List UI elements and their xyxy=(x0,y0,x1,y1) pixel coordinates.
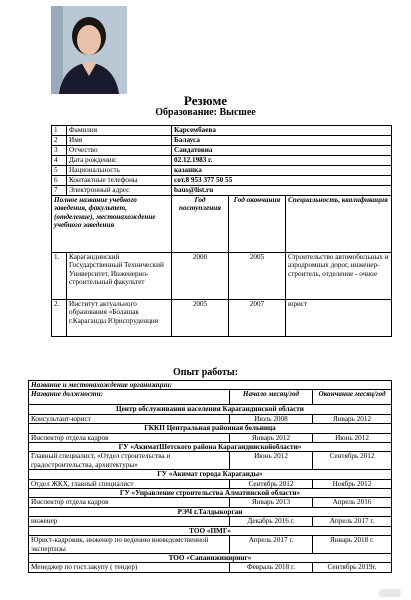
job-position: Менеджер по гост.закупу ( тендер) xyxy=(29,563,230,572)
job-end: Апрель 2017 г. xyxy=(313,517,392,526)
organization-name: РЭЧ г.Талдыкорган xyxy=(29,507,392,516)
organization-name: ГУ «Управление строительства Алматинской области» xyxy=(29,489,392,498)
edu-year-out: 2007 xyxy=(229,300,286,337)
job-start: Январь 2012 xyxy=(230,433,313,442)
organization-name: ТОО «Сапаинжиниринг» xyxy=(29,553,392,562)
organization-name: ГУ «Акимат города Караганды» xyxy=(29,470,392,479)
field-label: Электронный адрес xyxy=(67,186,172,196)
row-number: 6 xyxy=(52,176,67,186)
organization-row xyxy=(29,424,392,433)
job-row xyxy=(29,498,392,507)
organization-row xyxy=(29,405,392,414)
row-number: 7 xyxy=(52,186,67,196)
job-row xyxy=(29,452,392,470)
education-row xyxy=(52,253,392,300)
organization-row xyxy=(29,443,392,452)
edu-year-in: 2005 xyxy=(172,300,229,337)
job-start: Апрель 2017 г. xyxy=(230,536,313,554)
edu-specialty: Строительство автомобильных и аэродромных дорог, инженер-строитель, отделение - очное xyxy=(286,253,392,300)
work-header-end: Окончание месяц/год xyxy=(313,390,392,405)
field-value: Саидатовна xyxy=(172,146,392,156)
personal-info-row xyxy=(52,126,392,136)
personal-info-row xyxy=(52,186,392,196)
job-end: Сентябрь 2012 xyxy=(313,452,392,470)
field-label: Имя xyxy=(67,136,172,146)
job-position: инженер xyxy=(29,517,230,526)
work-experience-title: Опыт работы: xyxy=(172,367,239,378)
edu-header-specialty: Специальность, квалификация xyxy=(286,196,392,253)
organization-row xyxy=(29,489,392,498)
organization-row xyxy=(29,507,392,516)
job-end: Апрель 2016 xyxy=(313,498,392,507)
edu-institution: Институт актуального образования «Болашак г.Караганды Юриспруденция xyxy=(67,300,172,337)
job-row xyxy=(29,479,392,488)
job-position: Инспектор отдела кадров xyxy=(29,433,230,442)
personal-info-row xyxy=(52,156,392,166)
work-experience-table xyxy=(28,380,392,573)
profile-photo xyxy=(51,6,127,94)
edu-institution: Карагандинский Государственный Технический Университет, Инженерно-строительный факультет xyxy=(67,253,172,300)
personal-info-row xyxy=(52,146,392,156)
edu-year-out: 2005 xyxy=(229,253,286,300)
job-start: Июнь 2012 xyxy=(230,452,313,470)
job-position: Отдел ЖКХ, главный специалист xyxy=(29,479,230,488)
job-row xyxy=(29,563,392,572)
job-row xyxy=(29,536,392,554)
personal-info-row xyxy=(52,166,392,176)
personal-info-table xyxy=(51,125,392,337)
job-position: Инспектор отдела кадров xyxy=(29,498,230,507)
job-row xyxy=(29,517,392,526)
job-position: Юрист-кадровик, инженер по ведению вневедомственной экспертизы xyxy=(29,536,230,554)
field-label: Фамилия xyxy=(67,126,172,136)
job-start: Январь 2013 xyxy=(230,498,313,507)
personal-info-row xyxy=(52,136,392,146)
work-header-position: Название должности: xyxy=(29,390,230,405)
job-start: Декабрь 2016 г. xyxy=(230,517,313,526)
edu-specialty: юрист xyxy=(286,300,392,337)
row-number: 4 xyxy=(52,156,67,166)
edu-header-year-in: Год поступления xyxy=(172,196,229,253)
field-value: Балауса xyxy=(172,136,392,146)
page-corner-decoration xyxy=(379,589,401,597)
row-number: 5 xyxy=(52,166,67,176)
organization-name: Центр обслуживания населения Карагандинской области xyxy=(29,405,392,414)
work-header-org: Название и местонахождение организации: xyxy=(29,381,392,390)
field-value: baus@list.ru xyxy=(172,186,392,196)
education-row xyxy=(52,300,392,337)
job-start: Июль 2008 xyxy=(230,414,313,423)
organization-name: ГККП Центральная районная больница xyxy=(29,424,392,433)
job-end: Ноябрь 2012 xyxy=(313,479,392,488)
job-position: Консультант-юрист xyxy=(29,414,230,423)
field-value: 02.12.1983 г. xyxy=(172,156,392,166)
edu-header-year-out: Год окончания xyxy=(229,196,286,253)
work-header-start: Начало месяц/год xyxy=(230,390,313,405)
row-number: 2. xyxy=(52,300,67,337)
personal-info-row xyxy=(52,176,392,186)
field-label: Дата рождения: xyxy=(67,156,172,166)
job-end: Январь 2018 г. xyxy=(313,536,392,554)
organization-row xyxy=(29,470,392,479)
organization-row xyxy=(29,553,392,562)
education-level: Образование: Высшее xyxy=(155,107,256,118)
job-end: Январь 2012 xyxy=(313,414,392,423)
job-end: Июнь 2012 xyxy=(313,433,392,442)
job-start: Сентябрь 2012 xyxy=(230,479,313,488)
edu-year-in: 2000 xyxy=(172,253,229,300)
field-value: сот.8 953 377 50 55 xyxy=(172,176,392,186)
row-number: 1 xyxy=(52,126,67,136)
job-row xyxy=(29,433,392,442)
job-position: Главный специалист, «Отдел строительства и градостроительства, архитектуры» xyxy=(29,452,230,470)
organization-row xyxy=(29,526,392,535)
field-label: Национальность xyxy=(67,166,172,176)
row-number: 3 xyxy=(52,146,67,156)
field-value: казашка xyxy=(172,166,392,176)
field-label: Отчество xyxy=(67,146,172,156)
field-label: Контактные телефоны xyxy=(67,176,172,186)
edu-header-institution: Полное название учебного заведения, факультет, (отделение), местонахождение учебного заведения xyxy=(52,196,172,253)
row-number: 2 xyxy=(52,136,67,146)
job-start: Февраль 2018 г. xyxy=(230,563,313,572)
job-row xyxy=(29,414,392,423)
job-end: Сентябрь 2019г. xyxy=(313,563,392,572)
resume-title: Резюме xyxy=(183,93,228,108)
organization-name: ГУ «АкиматШетского района Карагандинскойобласти» xyxy=(29,443,392,452)
education-header-row xyxy=(52,196,392,253)
field-value: Карсембаева xyxy=(172,126,392,136)
row-number: 1. xyxy=(52,253,67,300)
organization-name: ТОО «ПМГ» xyxy=(29,526,392,535)
